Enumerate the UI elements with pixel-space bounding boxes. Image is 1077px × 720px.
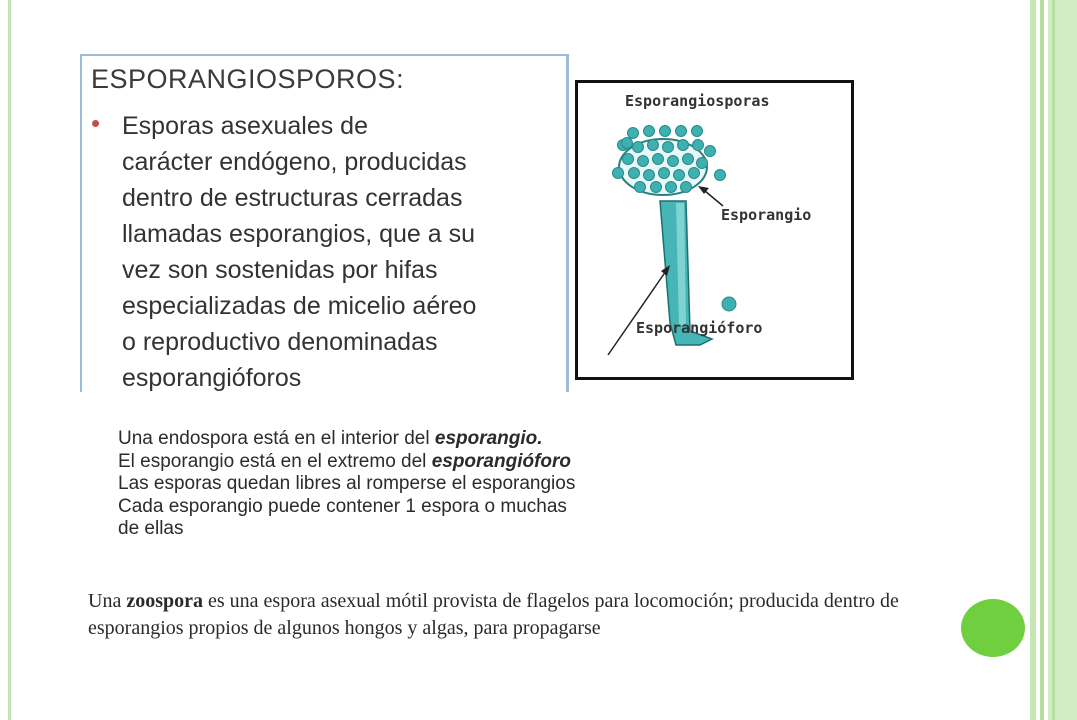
spore [644, 170, 655, 181]
spore [644, 126, 655, 137]
spore [651, 182, 662, 193]
note-text: Una endospora está en el interior del [118, 428, 435, 449]
spore [683, 154, 694, 165]
spore [638, 156, 649, 167]
spore [668, 156, 679, 167]
panel-title: ESPORANGIOSPOROS: [91, 64, 405, 94]
note-line [118, 451, 738, 474]
right-decoration [1030, 0, 1077, 720]
note-line: Las esporas quedan libres al romperse el esporangios [118, 473, 576, 494]
spore [653, 154, 664, 165]
note-emphasis: esporangióforo [431, 450, 572, 472]
spore [693, 140, 704, 151]
sporangium-diagram [575, 80, 854, 380]
note-text: El esporangio está en el extremo del [118, 450, 432, 472]
stripe [1040, 0, 1044, 720]
spore [678, 140, 689, 151]
spore [628, 128, 639, 139]
bullet-text: Esporas asexuales de carácter endógeno, producidas dentro de estructuras cerradas llamadas esporangios, que a su vez son sostenidas por hifas especializadas de micelio aéreo o reproductivo denominadas esporangióforos [122, 112, 477, 392]
footer-term: zoospora [126, 590, 203, 612]
green-circle-decoration [961, 599, 1025, 657]
spore [622, 138, 633, 149]
note-line [118, 428, 738, 451]
note-emphasis: esporangio. [434, 428, 543, 449]
spore [689, 168, 700, 179]
bullet-marker: • [91, 108, 101, 138]
spore [715, 170, 726, 181]
spore [629, 168, 640, 179]
notes-block [118, 428, 738, 541]
spore [635, 182, 646, 193]
label-esporangio: Esporangio [721, 206, 812, 224]
spore [613, 168, 624, 179]
zoospora-definition [88, 588, 948, 642]
spore [681, 182, 692, 193]
footer-text: es una espora asexual mótil provista de flagelos para locomoción; producida dentro de esporangios propios de algunos hongos y algas, para propagarse [88, 590, 899, 639]
spore [663, 142, 674, 153]
spore [692, 126, 703, 137]
label-esporangioforo: Esporangióforo [636, 319, 763, 337]
note-line: de ellas [118, 518, 184, 539]
spore [666, 182, 677, 193]
free-spore [722, 297, 736, 311]
spore [648, 140, 659, 151]
spore [674, 170, 685, 181]
spore [697, 158, 708, 169]
note-line: Cada esporangio puede contener 1 espora o muchas [118, 495, 567, 517]
spore [705, 146, 716, 157]
stripe [1052, 0, 1055, 720]
left-border [8, 0, 11, 720]
spore [623, 154, 634, 165]
definition-panel [80, 54, 569, 392]
spore [659, 168, 670, 179]
spore [676, 126, 687, 137]
sporangiophore-arrow [608, 271, 666, 355]
label-esporangiosporas: Esporangiosporas [625, 92, 770, 110]
spore [660, 126, 671, 137]
footer-text: Una [88, 590, 127, 612]
spore [633, 142, 644, 153]
sporangium-arrow [705, 191, 723, 206]
stripe [1030, 0, 1036, 720]
